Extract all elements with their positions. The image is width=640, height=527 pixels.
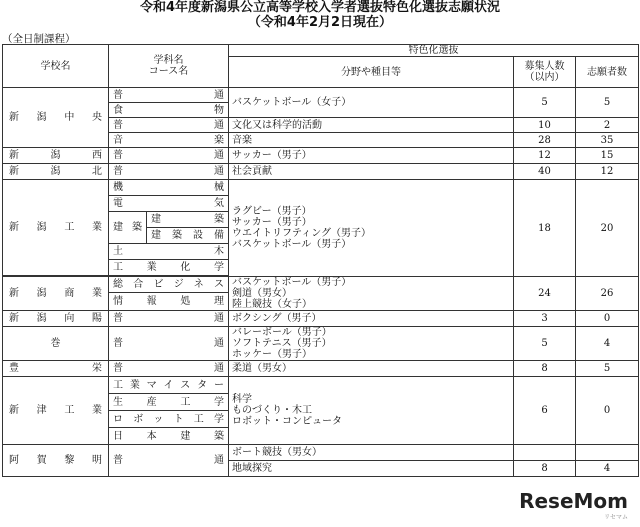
course-type-label: （全日制課程）: [2, 33, 76, 45]
capacity-cell: 5: [514, 327, 576, 361]
capacity-cell: 5: [514, 88, 576, 118]
school-name: 新潟向陽: [3, 311, 109, 327]
field-cell: ラグビー（男子） サッカー（男子） ウエイトリフティング（男子） バスケットボール（男子）: [229, 180, 514, 277]
school-name: 新津工業: [3, 377, 109, 445]
applicants-cell: 5: [576, 361, 639, 377]
school-name: 新潟中央: [3, 88, 109, 148]
applications-table: [2, 44, 639, 477]
applicants-cell: [576, 445, 639, 461]
course-name: 情報処理: [109, 293, 229, 311]
field-cell: ボート競技（男女）: [229, 445, 514, 461]
course-name: 生産工学: [109, 394, 229, 411]
field-cell: 地域探究: [229, 461, 514, 477]
course-name: 普通: [109, 88, 229, 103]
course-name: 普通: [109, 164, 229, 180]
course-name: 機械: [109, 180, 229, 196]
applicants-cell: 15: [576, 148, 639, 164]
table-row: [3, 180, 639, 196]
school-name: 巻: [3, 327, 109, 361]
table-row: [3, 88, 639, 103]
applicants-cell: 12: [576, 164, 639, 180]
capacity-cell: 8: [514, 361, 576, 377]
course-name: 普通: [109, 445, 229, 477]
school-name: 豊栄: [3, 361, 109, 377]
course-name: 普通: [109, 311, 229, 327]
school-name: 新潟工業: [3, 180, 109, 276]
applicants-cell: 4: [576, 461, 639, 477]
applicants-cell: 20: [576, 180, 639, 277]
table-row: [3, 377, 639, 394]
capacity-cell: 6: [514, 377, 576, 445]
applicants-cell: 4: [576, 327, 639, 361]
capacity-cell: 8: [514, 461, 576, 477]
course-name: 日本建築: [109, 428, 229, 445]
table-row: [3, 164, 639, 180]
field-cell: ボクシング（男子）: [229, 311, 514, 327]
field-cell: 社会貢献: [229, 164, 514, 180]
table-row: [3, 445, 639, 461]
school-name: 新潟北: [3, 164, 109, 180]
resemom-logo: [519, 489, 628, 521]
school-name: 新潟商業: [3, 277, 109, 311]
header-special-selection: 特色化選抜: [229, 45, 639, 57]
school-name: 新潟西: [3, 148, 109, 164]
field-cell: バスケットボール（男子） 剣道（男女） 陸上競技（女子）: [229, 277, 514, 311]
field-cell: 柔道（男女）: [229, 361, 514, 377]
header-capacity: 募集人数 （以内）: [514, 57, 576, 88]
course-name: 普通: [109, 327, 229, 361]
capacity-cell: 28: [514, 133, 576, 148]
applicants-cell: 0: [576, 377, 639, 445]
course-name: 食物: [109, 103, 229, 118]
table-row: [3, 277, 639, 293]
course-name: 音楽: [109, 133, 229, 148]
header-field: 分野や種目等: [229, 57, 514, 88]
course-name: ロボット工学: [109, 411, 229, 428]
header-applicants: 志願者数: [576, 57, 639, 88]
capacity-cell: 3: [514, 311, 576, 327]
table-row: [3, 311, 639, 327]
course-name: 普通: [109, 118, 229, 133]
table-row: [3, 148, 639, 164]
table-row: [3, 361, 639, 377]
capacity-cell: 18: [514, 180, 576, 277]
header-school: 学校名: [3, 45, 109, 88]
applicants-cell: 5: [576, 88, 639, 118]
resemom-logo-subtext: リセマム: [604, 514, 628, 521]
applicants-cell: 0: [576, 311, 639, 327]
course-name: 工業マイスター: [109, 377, 229, 394]
course-name: 普通: [109, 361, 229, 377]
field-cell: 文化又は科学的活動: [229, 118, 514, 133]
course-name: 工業化学: [109, 260, 229, 276]
capacity-cell: [514, 445, 576, 461]
capacity-cell: 40: [514, 164, 576, 180]
capacity-cell: 12: [514, 148, 576, 164]
school-name: 阿賀黎明: [3, 445, 109, 477]
course-name: 建築: [147, 212, 229, 228]
field-cell: サッカー（男子）: [229, 148, 514, 164]
course-name: 普通: [109, 148, 229, 164]
page-title-date: （令和4年2月2日現在）: [247, 15, 393, 30]
course-name: 土木: [109, 244, 229, 260]
header-course: 学科名 コース名: [109, 45, 229, 88]
resemom-logo-text: ReseMom: [519, 489, 628, 513]
field-cell: バスケットボール（女子）: [229, 88, 514, 118]
applicants-cell: 2: [576, 118, 639, 133]
course-name: 電気: [109, 196, 229, 212]
course-group-name: 建築: [109, 212, 147, 244]
field-cell: バレーボール（男子） ソフトテニス（男子） ホッケー（男子）: [229, 327, 514, 361]
field-cell: 音楽: [229, 133, 514, 148]
capacity-cell: 24: [514, 277, 576, 311]
applicants-cell: 35: [576, 133, 639, 148]
table-row: [3, 327, 639, 361]
page-title: 令和4年度新潟県公立高等学校入学者選抜特色化選抜志願状況: [139, 0, 501, 15]
course-name: 総合ビジネス: [109, 277, 229, 293]
field-cell: 科学 ものづくり・木工 ロボット・コンピュータ: [229, 377, 514, 445]
course-name: 建築設備: [147, 228, 229, 244]
applicants-cell: 26: [576, 277, 639, 311]
capacity-cell: 10: [514, 118, 576, 133]
